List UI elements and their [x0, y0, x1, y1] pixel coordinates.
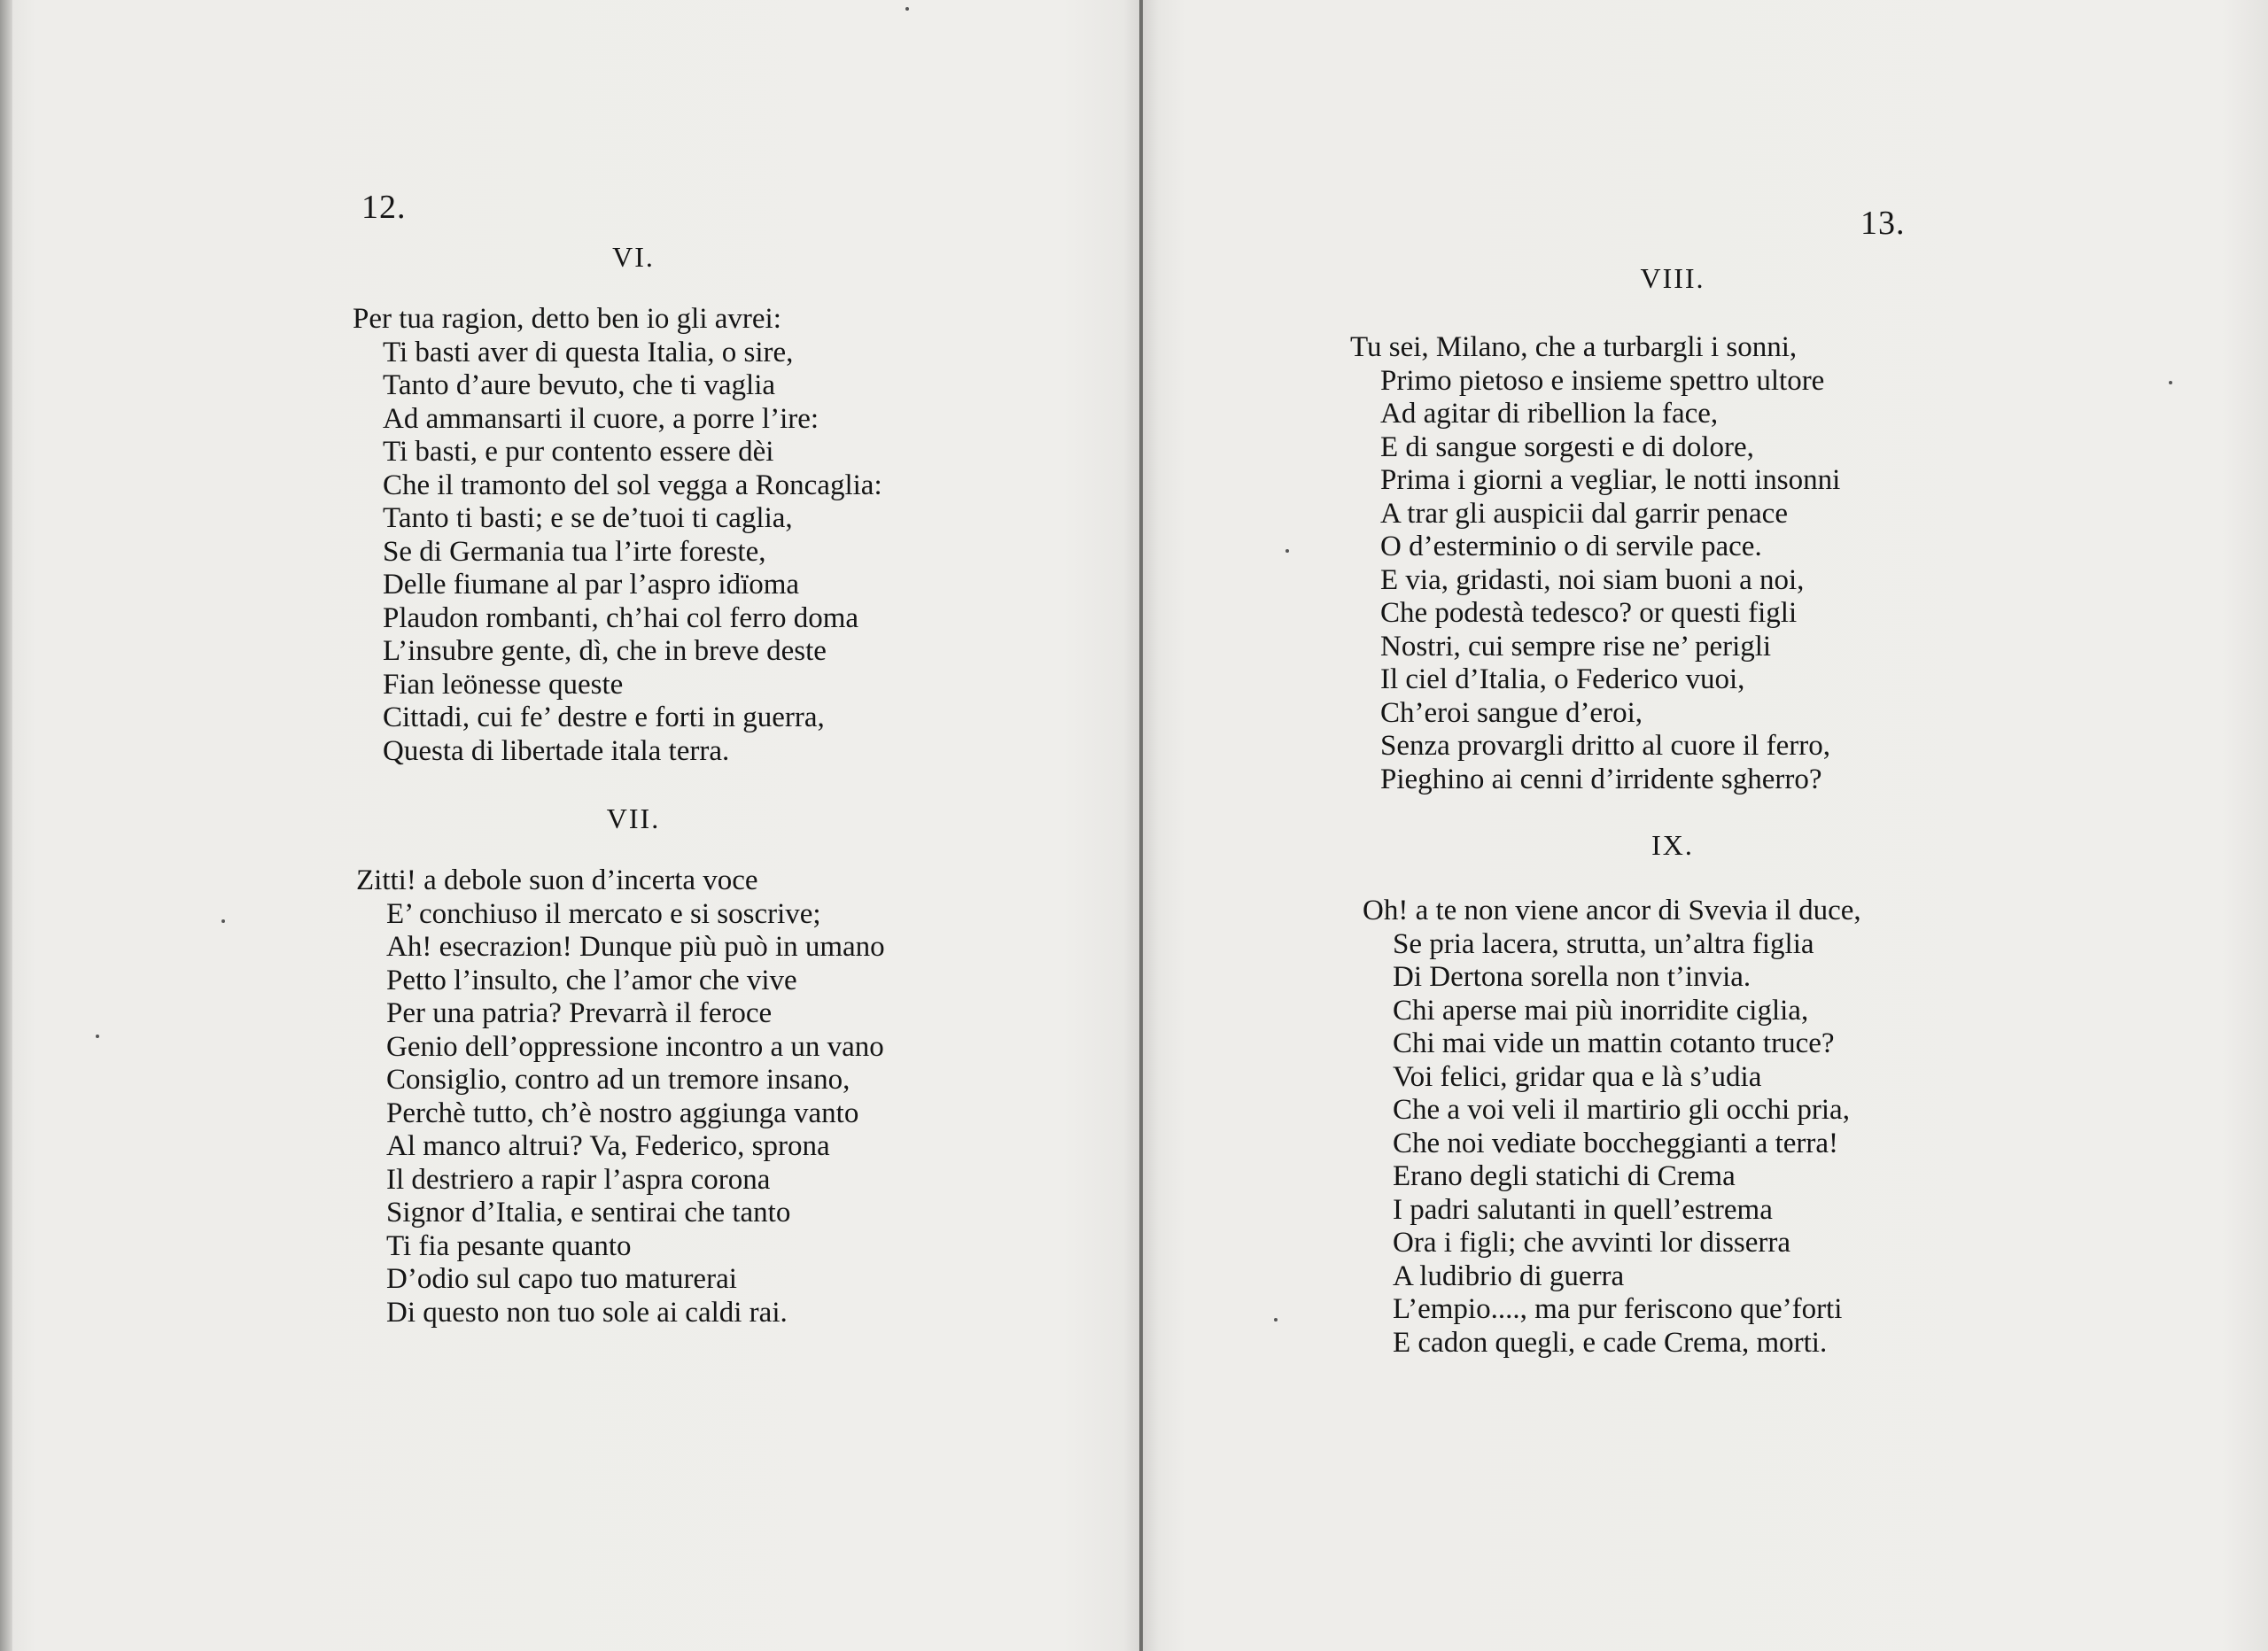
- poem-line: Per tua ragion, detto ben io gli avrei:: [353, 303, 781, 335]
- poem-line: Ch’eroi sangue d’eroi,: [1380, 696, 1643, 729]
- section-heading-vii: VII.: [606, 802, 661, 834]
- paper-speck: [221, 919, 225, 923]
- poem-line: A trar gli auspicii dal garrir penace: [1380, 497, 1788, 530]
- poem-line: Petto l’insulto, che l’amor che vive: [386, 964, 797, 996]
- section-heading-ix: IX.: [1651, 829, 1694, 861]
- poem-line: Pieghino ai cenni d’irridente sgherro?: [1380, 763, 1822, 795]
- poem-line: Ad agitar di ribellion la face,: [1380, 398, 1719, 430]
- poem-line: D’odio sul capo tuo maturerai: [386, 1263, 737, 1295]
- poem-line: Consiglio, contro ad un tremore insano,: [386, 1064, 850, 1096]
- poem-line: Se pria lacera, strutta, un’altra figlia: [1393, 927, 1814, 960]
- poem-line: E di sangue sorgesti e di dolore,: [1380, 430, 1754, 463]
- poem-line: Che noi vediate boccheggianti a terra!: [1393, 1127, 1839, 1159]
- poem-line: Se di Germania tua l’irte foreste,: [383, 535, 766, 568]
- poem-line: Nostri, cui sempre rise ne’ perigli: [1380, 630, 1772, 663]
- book-gutter: [1139, 0, 1143, 1651]
- poem-line: Ora i figli; che avvinti lor disserra: [1393, 1227, 1791, 1259]
- stanza-vii: [356, 864, 885, 1329]
- page-edge-shadow: [0, 0, 12, 1651]
- poem-line: Per una patria? Prevarrà il feroce: [386, 997, 773, 1029]
- poem-line: Primo pietoso e insieme spettro ultore: [1380, 364, 1825, 397]
- poem-line: Di questo non tuo sole ai caldi rai.: [386, 1296, 788, 1329]
- poem-line: Il destriero a rapir l’aspra corona: [386, 1163, 771, 1196]
- poem-line: Delle fiumane al par l’aspro idïoma: [383, 569, 800, 601]
- poem-line: Chi mai vide un mattin cotanto truce?: [1393, 1027, 1835, 1059]
- poem-line: Signor d’Italia, e sentirai che tanto: [386, 1197, 791, 1229]
- poem-line: L’insubre gente, dì, che in breve deste: [383, 635, 827, 667]
- poem-line: Di Dertona sorella non t’invia.: [1393, 961, 1751, 993]
- poem-line: Tanto d’aure bevuto, che ti vaglia: [383, 369, 776, 401]
- poem-line: Erano degli statichi di Crema: [1393, 1160, 1736, 1192]
- poem-line: I padri salutanti in quell’estrema: [1393, 1193, 1773, 1226]
- poem-line: Il ciel d’Italia, o Federico vuoi,: [1380, 663, 1745, 695]
- poem-line: Questa di libertade itala terra.: [383, 734, 730, 767]
- poem-line: Ti basti, e pur contento essere dèi: [383, 436, 774, 468]
- paper-speck: [96, 1035, 99, 1038]
- poem-line: Plaudon rombanti, ch’hai col ferro doma: [383, 601, 859, 634]
- poem-line: Ti fia pesante quanto: [386, 1229, 632, 1262]
- poem-line: A ludibrio di guerra: [1393, 1260, 1625, 1292]
- paper-speck: [2169, 381, 2172, 384]
- poem-line: Senza provargli dritto al cuore il ferro,: [1380, 730, 1830, 762]
- section-heading-vi: VI.: [612, 241, 655, 273]
- poem-line: Oh! a te non viene ancor di Svevia il duce,: [1363, 895, 1861, 926]
- stanza-viii: [1350, 331, 1840, 796]
- poem-line: Fian leönesse queste: [383, 668, 624, 701]
- page-number: 12.: [361, 189, 407, 226]
- poem-line: Che il tramonto del sol vegga a Roncaglia:: [383, 469, 882, 501]
- poem-line: Che podestà tedesco? or questi figli: [1380, 597, 1798, 629]
- poem-line: Ad ammansarti il cuore, a porre l’ire:: [383, 402, 819, 435]
- poem-line: Genio dell’oppressione incontro a un vano: [386, 1030, 884, 1063]
- right-page: [1141, 0, 2268, 1651]
- poem-line: Al manco altrui? Va, Federico, sprona: [386, 1130, 830, 1162]
- poem-line: E via, gridasti, noi siam buoni a noi,: [1380, 563, 1805, 596]
- poem-line: Tanto ti basti; e se de’tuoi ti caglia,: [383, 502, 793, 534]
- stanza-vi: [353, 303, 882, 768]
- section-heading-viii: VIII.: [1640, 262, 1705, 294]
- poem-line: E’ conchiuso il mercato e si soscrive;: [386, 897, 821, 930]
- paper-speck: [905, 7, 909, 11]
- poem-line: O d’esterminio o di servile pace.: [1380, 531, 1762, 562]
- poem-line: L’empio...., ma pur feriscono que’forti: [1393, 1293, 1843, 1325]
- page-number: 13.: [1860, 205, 1906, 242]
- poem-line: Ah! esecrazion! Dunque più può in umano: [386, 931, 885, 963]
- paper-speck: [1274, 1318, 1278, 1322]
- paper-speck: [1285, 549, 1289, 553]
- stanza-ix: [1363, 895, 1861, 1360]
- poem-line: Zitti! a debole suon d’incerta voce: [356, 864, 758, 896]
- poem-line: Ti basti aver di questa Italia, o sire,: [383, 336, 794, 368]
- poem-line: E cadon quegli, e cade Crema, morti.: [1393, 1326, 1828, 1359]
- poem-line: Voi felici, gridar qua e là s’udia: [1393, 1060, 1762, 1093]
- poem-line: Che a voi veli il martirio gli occhi pria,: [1393, 1094, 1850, 1126]
- poem-line: Cittadi, cui fe’ destre e forti in guerra,: [383, 701, 825, 733]
- poem-line: Prima i giorni a vegliar, le notti insonni: [1380, 464, 1841, 496]
- poem-line: Tu sei, Milano, che a turbargli i sonni,: [1350, 331, 1798, 363]
- poem-line: Perchè tutto, ch’è nostro aggiunga vanto: [386, 1097, 859, 1129]
- poem-line: Chi aperse mai più inorridite ciglia,: [1393, 994, 1809, 1027]
